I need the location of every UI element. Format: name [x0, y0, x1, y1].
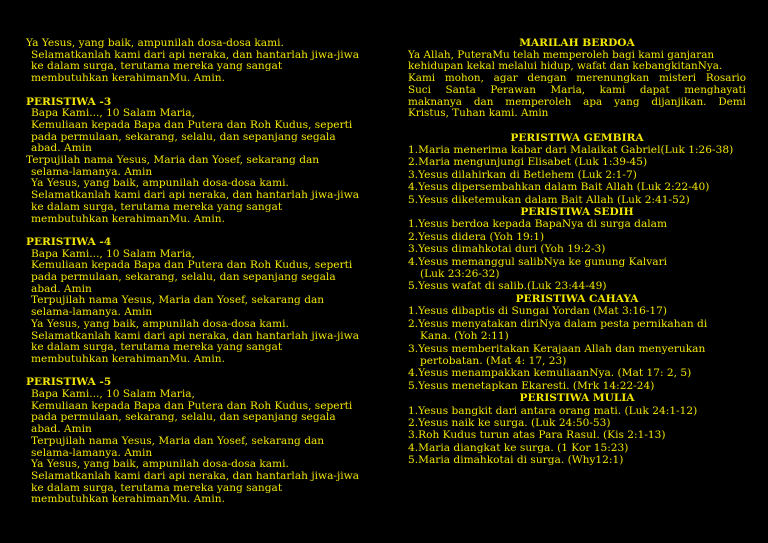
mystery-item: 2.Yesus menyatakan diriNya dalam pesta pernikahan di [408, 317, 708, 330]
prayer-line: Ya Yesus, yang baik, ampunilah dosa-dosa kami. [31, 317, 289, 330]
mystery-item: 5.Yesus menetapkan Ekaresti. (Mrk 14:22-24) [408, 379, 655, 392]
prayer-line: Kemuliaan kepada Bapa dan Putera dan Roh Kudus, seperti [31, 399, 353, 412]
mystery-item: (Luk 23:26-32) [420, 268, 500, 281]
prayer-line: pada permulaan, sekarang, selalu, dan sepanjang segala [31, 271, 336, 284]
peristiwa-cahaya-section [408, 293, 746, 392]
prayer-line: ke dalam surga, terutama mereka yang sangat [31, 341, 283, 354]
mystery-item: 4.Yesus dipersembahkan dalam Bait Allah (Luk 2:22-40) [408, 181, 710, 194]
mystery-item: 2.Maria mengunjungi Elisabet (Luk 1:39-45) [408, 156, 648, 169]
intro-line: Ya Yesus, yang baik, ampunilah dosa-dosa kami. [26, 37, 284, 49]
mystery-item: 1.Yesus berdoa kepada BapaNya di surga dalam [408, 218, 668, 231]
mystery-item: 5.Maria dimahkotai di surga. (Why12:1) [408, 454, 624, 467]
prayer-line: Kristus, Tuhan kami. Amin [408, 107, 549, 120]
prayer-line: ke dalam surga, terutama mereka yang sangat [31, 200, 283, 213]
mystery-item: 4.Maria diangkat ke surga. (1 Kor 15:23) [408, 441, 629, 454]
prayer-line: Bapa Kami..., 10 Salam Maria, [31, 107, 195, 120]
prayer-line: abad. Amin [31, 142, 92, 155]
mystery-item: 1.Yesus dibaptis di Sungai Yordan (Mat 3:16-17) [408, 305, 668, 318]
prayer-line: Ya Yesus, yang baik, ampunilah dosa-dosa kami. [31, 177, 289, 190]
mystery-item: pertobatan. (Mat 4: 17, 23) [420, 354, 567, 367]
prayer-line: pada permulaan, sekarang, selalu, dan sepanjang segala [31, 130, 336, 143]
prayer-line: selama-lamanya. Amin [31, 165, 153, 178]
prayer-line: membutuhkan kerahimanMu. Amin. [31, 352, 225, 365]
prayer-line: Kemuliaan kepada Bapa dan Putera dan Roh Kudus, seperti [31, 118, 353, 131]
mystery-item: 4.Yesus memanggul salibNya ke gunung Kalvari [408, 255, 668, 268]
prayer-line: Kami mohon, agar dengan merenungkan misteri Rosario [408, 72, 746, 85]
section-title: PERISTIWA -4 [26, 235, 112, 248]
prayer-line: Suci Santa Perawan Maria, kami dapat menghayati [408, 83, 746, 96]
left-column [26, 38, 372, 506]
mystery-item: Kana. (Yoh 2:11) [420, 330, 509, 343]
prayer-line: membutuhkan kerahimanMu. Amin. [31, 212, 225, 225]
mystery-item: 5.Yesus wafat di salib.(Luk 23:44-49) [408, 280, 607, 293]
mystery-item: 5.Yesus diketemukan dalam Bait Allah (Luk 2:41-52) [408, 193, 690, 206]
prayer-line: maknanya dan memperoleh apa yang dijanjikan. Demi [408, 95, 746, 108]
mystery-item: 3.Roh Kudus turun atas Para Rasul. (Kis 2:1-13) [408, 429, 666, 442]
peristiwa-gembira-section [408, 132, 746, 206]
mystery-item: 1.Yesus bangkit dari antara orang mati. (Luk 24:1-12) [408, 404, 698, 417]
right-column [408, 38, 746, 467]
prayer-line: Bapa Kami..., 10 Salam Maria, [31, 388, 195, 401]
intro-block [26, 38, 372, 85]
marilah-berdoa-section [408, 38, 746, 120]
intro-line: membutuhkan kerahimanMu. Amin. [31, 72, 225, 85]
prayer-line: membutuhkan kerahimanMu. Amin. [31, 493, 225, 506]
intro-line: Selamatkanlah kami dari api neraka, dan hantarlah jiwa-jiwa [31, 48, 360, 61]
prayer-line: Selamatkanlah kami dari api neraka, dan hantarlah jiwa-jiwa [31, 329, 360, 342]
prayer-line: abad. Amin [31, 282, 92, 295]
prayer-line: Terpujilah nama Yesus, Maria dan Yosef, sekarang dan [31, 434, 325, 447]
section-title: PERISTIWA -5 [26, 376, 112, 389]
peristiwa-5-section [26, 377, 372, 506]
peristiwa-sedih-section [408, 206, 746, 293]
prayer-line: selama-lamanya. Amin [31, 446, 153, 459]
mystery-item: 3.Yesus dimahkotai duri (Yoh 19:2-3) [408, 243, 606, 256]
mystery-item: 2.Yesus didera (Yoh 19:1) [408, 230, 545, 243]
prayer-line: selama-lamanya. Amin [31, 306, 153, 319]
prayer-line: abad. Amin [31, 423, 92, 436]
mystery-item: 4.Yesus menampakkan kemuliaanNya. (Mat 17: 2, 5) [408, 367, 692, 380]
section-title: PERISTIWA SEDIH [520, 206, 634, 219]
section-title: PERISTIWA MULIA [519, 392, 635, 405]
prayer-line: Terpujilah nama Yesus, Maria dan Yosef, sekarang dan [26, 154, 320, 167]
prayer-line: Selamatkanlah kami dari api neraka, dan hantarlah jiwa-jiwa [31, 189, 360, 202]
prayer-line: Terpujilah nama Yesus, Maria dan Yosef, sekarang dan [31, 294, 325, 307]
mystery-item: 1.Maria menerima kabar dari Malaikat Gabriel(Luk 1:26-38) [408, 144, 734, 157]
section-title: PERISTIWA -3 [26, 95, 112, 108]
mystery-item: 3.Yesus dilahirkan di Betlehem (Luk 2:1-7) [408, 168, 637, 181]
peristiwa-mulia-section [408, 392, 746, 466]
prayer-line: Kemuliaan kepada Bapa dan Putera dan Roh Kudus, seperti [31, 259, 353, 272]
prayer-line: pada permulaan, sekarang, selalu, dan sepanjang segala [31, 411, 336, 424]
prayer-line: Bapa Kami..., 10 Salam Maria, [31, 247, 195, 260]
prayer-line: kehidupan kekal melalui hidup, wafat dan kebangkitanNya. [408, 60, 723, 73]
mystery-item: 2.Yesus naik ke surga. (Luk 24:50-53) [408, 416, 611, 429]
prayer-line: ke dalam surga, terutama mereka yang sangat [31, 481, 283, 494]
intro-line: ke dalam surga, terutama mereka yang sangat [31, 60, 283, 73]
section-title: MARILAH BERDOA [519, 37, 635, 49]
section-title: PERISTIWA GEMBIRA [510, 131, 644, 144]
mystery-item: 3.Yesus memberitakan Kerajaan Allah dan menyerukan [408, 342, 706, 355]
prayer-line: Ya Allah, PuteraMu telah memperoleh bagi kami ganjaran [408, 48, 715, 61]
prayer-line: Selamatkanlah kami dari api neraka, dan hantarlah jiwa-jiwa [31, 469, 360, 482]
prayer-line: Ya Yesus, yang baik, ampunilah dosa-dosa kami. [31, 458, 289, 471]
section-title: PERISTIWA CAHAYA [515, 292, 639, 305]
peristiwa-4-section [26, 237, 372, 366]
peristiwa-3-section [26, 97, 372, 226]
